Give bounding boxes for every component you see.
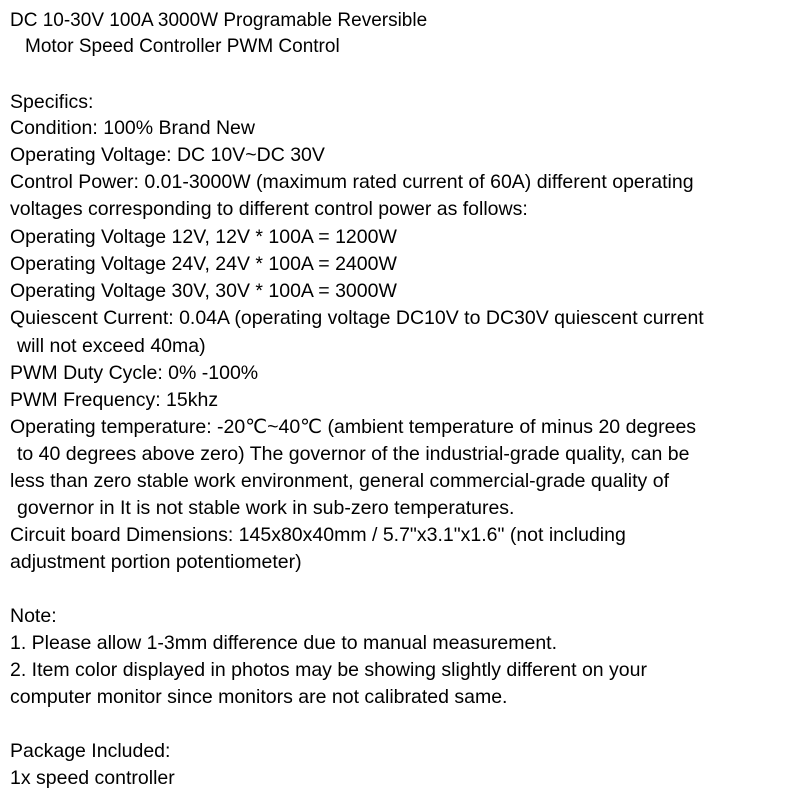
spec-line-quiescent-current-cont: will not exceed 40ma) xyxy=(17,335,206,357)
spec-line-operating-temperature-cont-3: governor in It is not stable work in sub-zero temperatures. xyxy=(17,497,515,519)
package-heading: Package Included: xyxy=(10,740,171,762)
spec-line-operating-temperature-cont-1: to 40 degrees above zero) The governor of the industrial-grade quality, can be xyxy=(17,443,690,465)
spec-line-quiescent-current: Quiescent Current: 0.04A (operating voltage DC10V to DC30V quiescent current xyxy=(10,307,704,329)
specifics-heading: Specifics: xyxy=(10,91,94,113)
spec-line-voltage-30v: Operating Voltage 30V, 30V * 100A = 3000W xyxy=(10,280,397,302)
title-line-1: DC 10-30V 100A 3000W Programable Reversible xyxy=(10,10,428,31)
note-line-1: 1. Please allow 1-3mm difference due to manual measurement. xyxy=(10,632,558,654)
spec-line-operating-temperature: Operating temperature: -20℃~40℃ (ambient temperature of minus 20 degrees xyxy=(10,416,697,438)
spec-line-voltage-12v: Operating Voltage 12V, 12V * 100A = 1200W xyxy=(10,226,397,248)
spec-line-control-power-cont: voltages corresponding to different control power as follows: xyxy=(10,198,528,220)
spec-line-pwm-duty-cycle: PWM Duty Cycle: 0% -100% xyxy=(10,362,259,384)
spec-line-operating-voltage: Operating Voltage: DC 10V~DC 30V xyxy=(10,144,325,166)
spec-line-operating-temperature-cont-2: less than zero stable work environment, general commercial-grade quality of xyxy=(10,470,669,492)
note-line-2: 2. Item color displayed in photos may be showing slightly different on your xyxy=(10,659,647,681)
spec-line-voltage-24v: Operating Voltage 24V, 24V * 100A = 2400W xyxy=(10,253,397,275)
note-heading: Note: xyxy=(10,605,57,627)
spec-line-control-power: Control Power: 0.01-3000W (maximum rated current of 60A) different operating xyxy=(10,171,694,193)
spec-line-pwm-frequency: PWM Frequency: 15khz xyxy=(10,389,219,411)
spec-line-condition: Condition: 100% Brand New xyxy=(10,117,255,139)
title-line-2: Motor Speed Controller PWM Control xyxy=(25,36,340,57)
spec-line-dimensions-cont: adjustment portion potentiometer) xyxy=(10,551,302,573)
note-line-2-cont: computer monitor since monitors are not calibrated same. xyxy=(10,686,508,708)
package-line-1: 1x speed controller xyxy=(10,767,175,789)
spec-line-dimensions: Circuit board Dimensions: 145x80x40mm / 5.7"x3.1"x1.6" (not including xyxy=(10,524,626,546)
